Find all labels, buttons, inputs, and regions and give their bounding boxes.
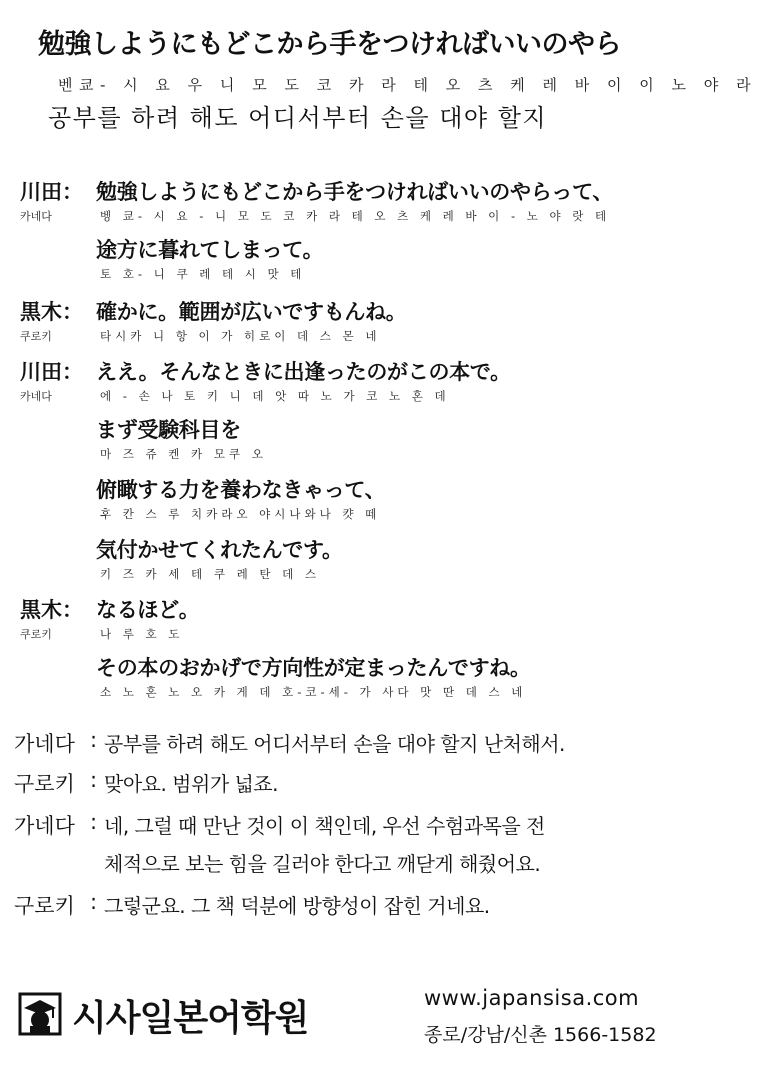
title-translation: 공부를 하려 해도 어디서부터 손을 대야 할지 <box>48 104 548 132</box>
dialogue-reading: 소 노 혼 노 오 카 게 데 호-코-세- 가 사다 맛 딴 데 스 네 <box>100 685 527 699</box>
translation-colon: : <box>90 768 98 792</box>
speaker-reading: 카네다 <box>20 390 52 403</box>
translation-line: 맞아요. 범위가 넓죠. <box>104 772 278 796</box>
graduation-cap-logo-icon <box>18 992 62 1036</box>
academy-logo-text: 시사일본어학원 <box>72 998 309 1039</box>
dialogue-reading: 타시카 니 항 이 가 히로이 데 스 몬 네 <box>100 329 381 343</box>
dialogue-reading: 후 칸 스 루 치카라오 야시나와나 캿 떼 <box>100 507 381 521</box>
page-title: 勉強しようにもどこから手をつければいいのやら <box>38 29 621 60</box>
dialogue-line: まず受験科目を <box>96 418 241 442</box>
dialogue-reading: 토 호- 니 쿠 레 테 시 맛 테 <box>100 267 306 281</box>
dialogue-line: その本のおかげで方向性が定まったんですね。 <box>96 656 531 680</box>
dialogue-reading: 마 즈 쥬 켄 카 모쿠 오 <box>100 447 267 461</box>
speaker-kawada: 川田： <box>20 180 83 204</box>
dialogue-line: 勉強しようにもどこから手をつければいいのやらって、 <box>96 180 614 204</box>
dialogue-line: 途方に暮れてしまって。 <box>96 238 324 262</box>
website-link[interactable]: www.japansisa.com <box>424 986 640 1010</box>
translation-line: 체적으로 보는 힘을 길러야 한다고 깨닫게 해줬어요. <box>104 852 541 876</box>
translation-speaker: 가네다 <box>14 814 75 838</box>
speaker-kawada: 川田： <box>20 360 83 384</box>
dialogue-line: 確かに。範囲が広いですもんね。 <box>96 300 407 324</box>
dialogue-reading: 에 - 손 나 토 키 니 데 앗 따 노 가 코 노 혼 데 <box>100 389 450 403</box>
translation-colon: : <box>90 728 98 752</box>
speaker-reading: 카네다 <box>20 210 52 223</box>
dialogue-reading: 나 루 호 도 <box>100 627 184 641</box>
translation-colon: : <box>90 890 98 914</box>
dialogue-reading: 키 즈 카 세 테 쿠 레 탄 데 스 <box>100 567 320 581</box>
speaker-reading: 쿠로키 <box>20 330 52 343</box>
branch-phone-info: 종로/강남/신촌 1566-1582 <box>424 1024 657 1046</box>
translation-colon: : <box>90 810 98 834</box>
dialogue-line: 俯瞰する力を養わなきゃって、 <box>96 478 386 502</box>
dialogue-line: 気付かせてくれたんです。 <box>96 538 343 562</box>
translation-line: 네, 그럴 때 만난 것이 이 책인데, 우선 수험과목을 전 <box>104 814 545 838</box>
translation-speaker: 구로키 <box>14 772 75 796</box>
speaker-reading: 쿠로키 <box>20 628 52 641</box>
translation-line: 그렇군요. 그 책 덕분에 방향성이 잡힌 거네요. <box>104 894 490 918</box>
dialogue-line: ええ。そんなときに出逢ったのがこの本で。 <box>96 360 511 384</box>
translation-speaker: 가네다 <box>14 732 75 756</box>
translation-speaker: 구로키 <box>14 894 75 918</box>
dialogue-reading: 벵 쿄- 시 요 - 니 모 도 코 카 라 테 오 츠 케 레 바 이 - 노 야 랏 테 <box>100 209 611 223</box>
title-reading: 벤쿄- 시 요 우 니 모 도 코 카 라 테 오 츠 케 레 바 이 이 노 야 라 <box>58 76 757 94</box>
translation-line: 공부를 하려 해도 어디서부터 손을 대야 할지 난처해서. <box>104 732 565 756</box>
dialogue-line: なるほど。 <box>96 598 200 622</box>
speaker-kuroki: 黒木： <box>20 300 83 324</box>
speaker-kuroki: 黒木： <box>20 598 83 622</box>
